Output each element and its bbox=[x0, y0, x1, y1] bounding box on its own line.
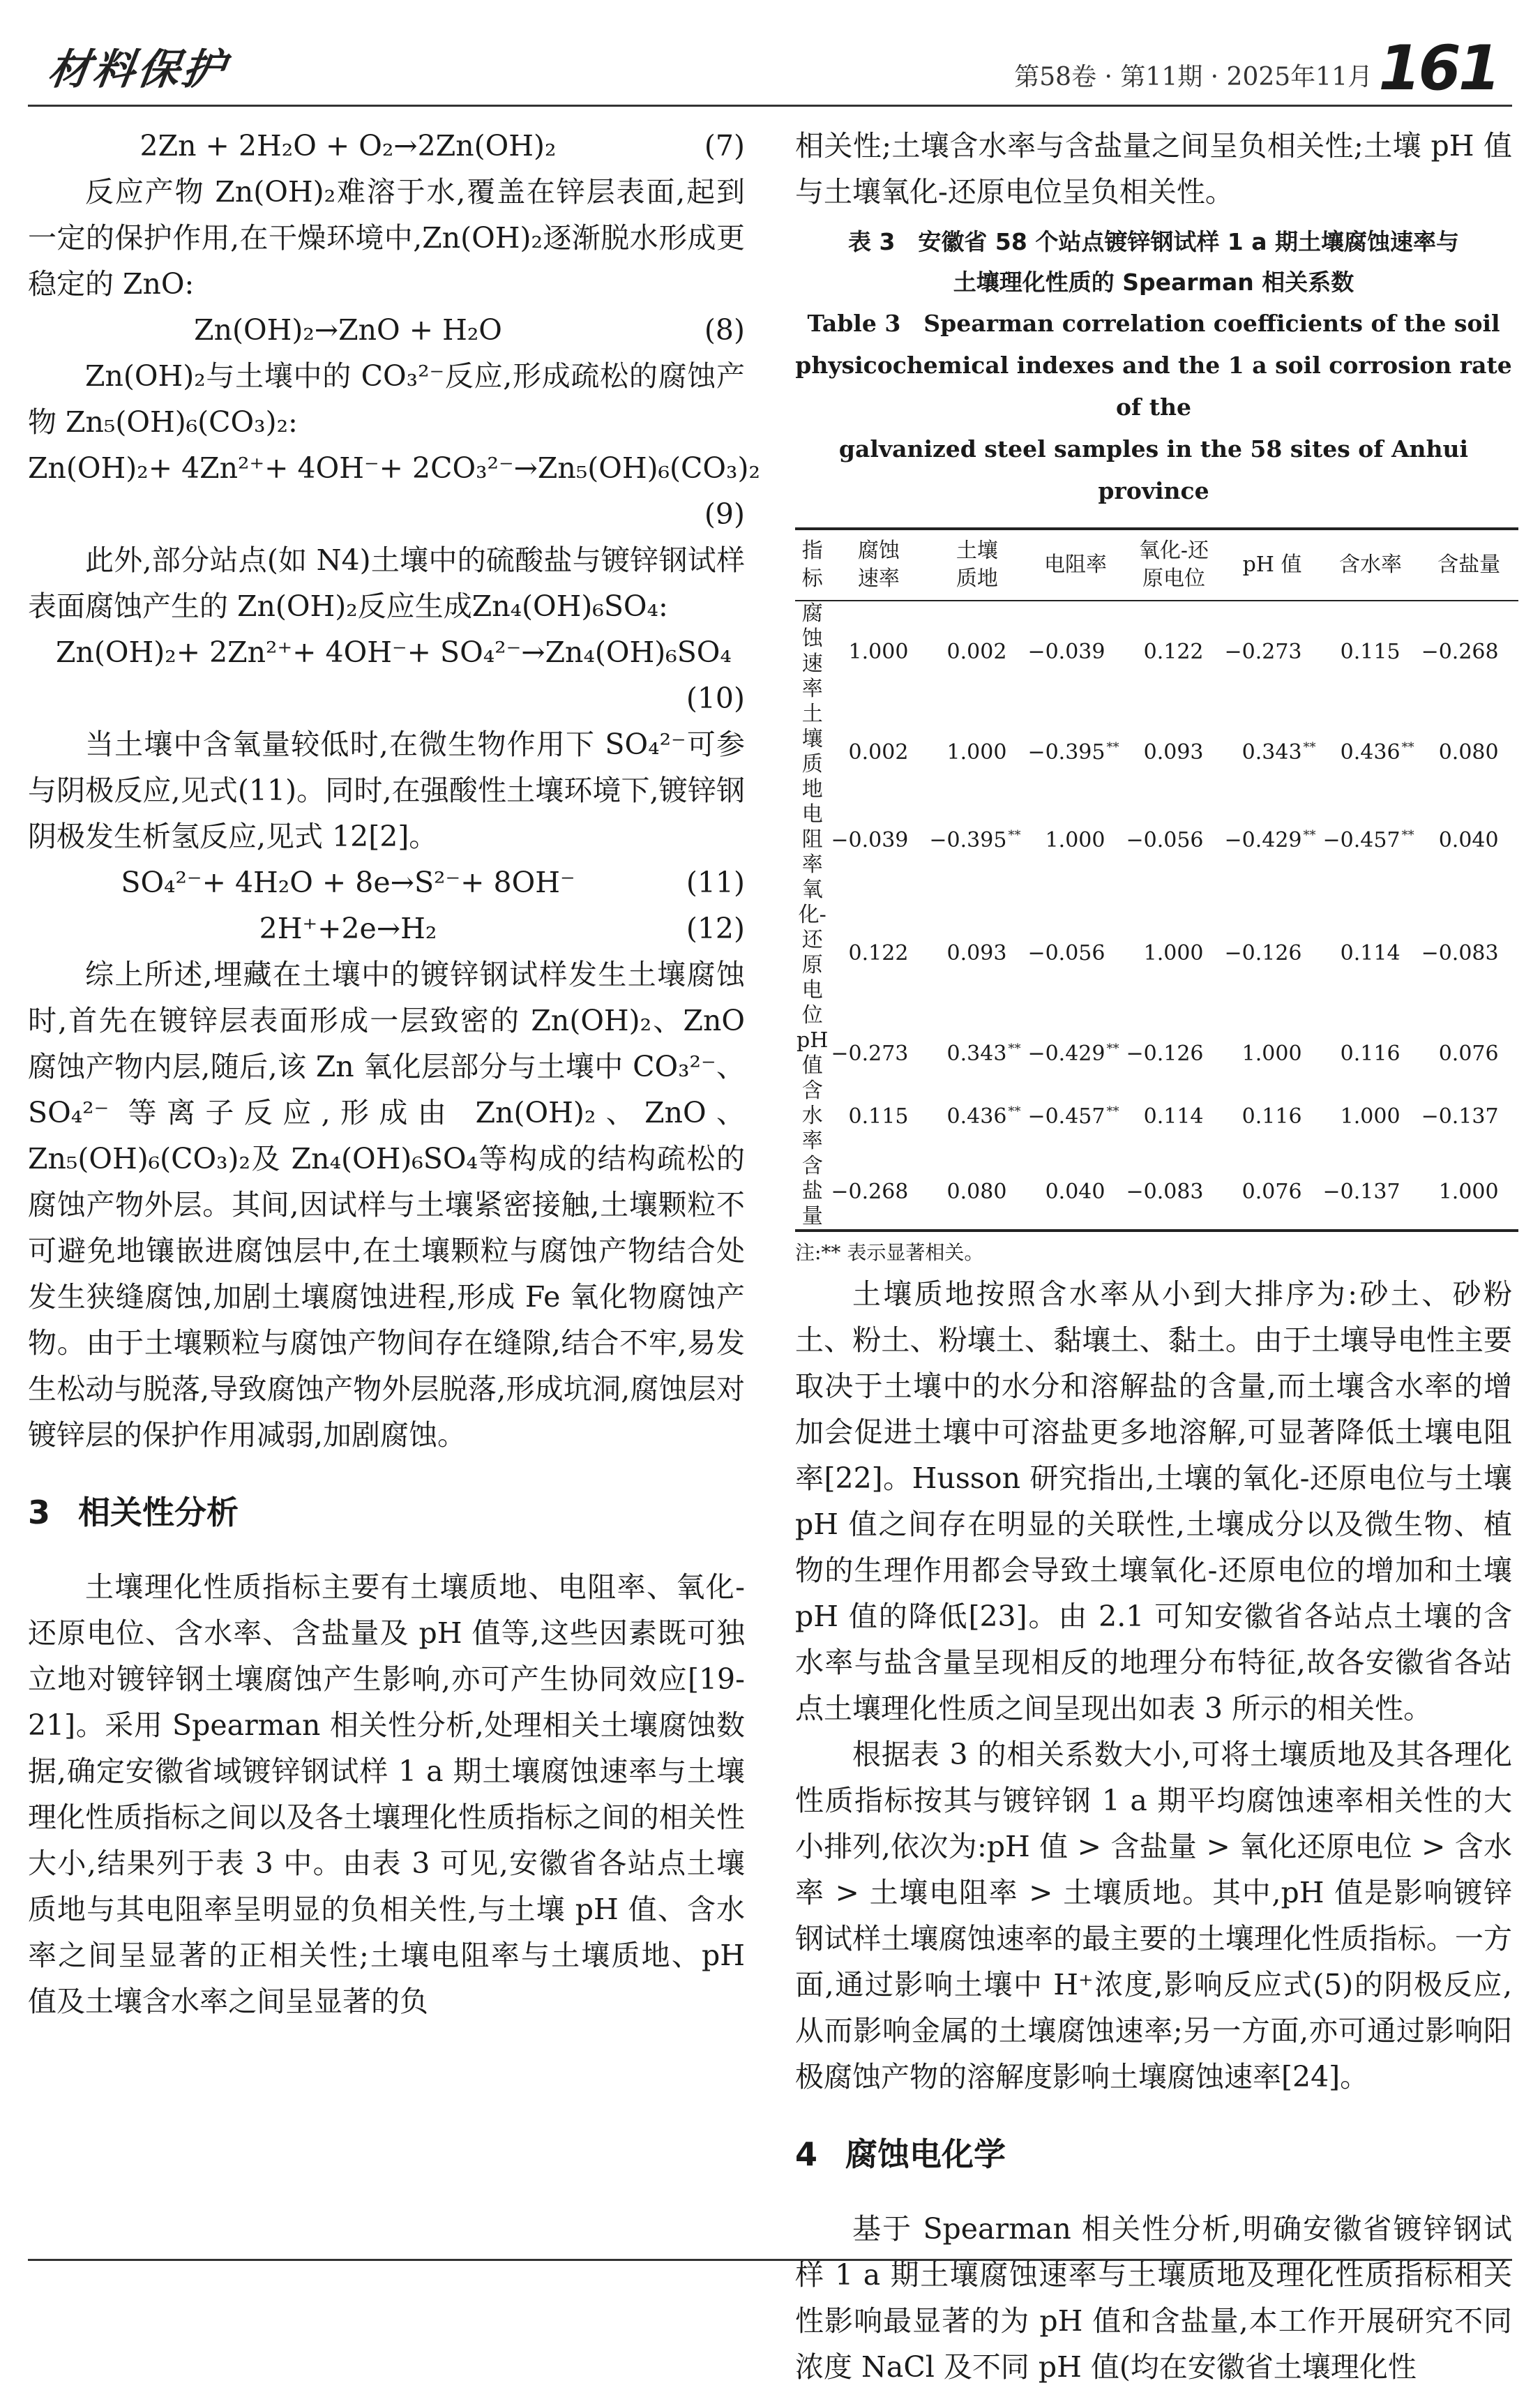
cell-value: 1.000 bbox=[1241, 1041, 1302, 1066]
table-header-cell: 含盐量 bbox=[1437, 553, 1501, 577]
caption-line: physicochemical indexes and the 1 a soil corrosion rate of the bbox=[795, 352, 1512, 421]
row-label: 氧化-还原电位 bbox=[798, 878, 826, 1028]
equation-expr: 2Zn + 2H₂O + O₂→2Zn(OH)₂ bbox=[139, 129, 557, 163]
paragraph: 土壤质地按照含水率从小到大排序为:砂土、砂粉土、粉土、粉壤土、黏壤土、黏土。由于土壤导电性主要取决于土壤中的水分和溶解盐的含量,而土壤含水率的增加会促进土壤中可溶盐更多地溶解,可显著降低土壤电阻率[22]。Husson 研究指出,土壤的氧化-还原电位与土壤 pH 值之间存在明显的关联性,土壤成分以及微生物、植物的生理作用都会导致土壤氧化-还原电位的增加和土壤 pH 值的降低[23]。由 2.1 可知安徽省各站点土壤的含水率与盐含量呈现相反的地理分布特征,故各安徽省各站点土壤理化性质之间呈现出如表 3 所示的相关性。 bbox=[795, 1277, 1512, 1725]
page-header bbox=[28, 28, 1512, 105]
cell-value: 0.076 bbox=[1438, 1041, 1499, 1066]
section-title: 腐蚀电化学 bbox=[845, 2135, 1006, 2173]
table-cell bbox=[928, 878, 1026, 1028]
significance-mark: ** bbox=[1401, 739, 1414, 755]
cell-value: −0.395 bbox=[929, 827, 1007, 852]
row-label: pH 值 bbox=[797, 1028, 829, 1078]
cell-value: 1.000 bbox=[946, 739, 1007, 765]
equation-expr: Zn(OH)₂→ZnO + H₂O bbox=[194, 313, 502, 347]
cell-value: −0.126 bbox=[1126, 1041, 1204, 1066]
paragraph: 根据表 3 的相关系数大小,可将土壤质地及其各理化性质指标按其与镀锌钢 1 a 期平均腐蚀速率相关性的大小排列,依次为:pH 值 > 含盐量 > 氧化还原电位 > 含水率 > 土壤电阻率 > 土壤质地。其中,pH 值是影响镀锌钢试样土壤腐蚀速率的最主要的土壤理化性质指标。一方面,通过影响土壤中 H⁺浓度,影响反应式(5)的阴极反应,从而影响金属的土壤腐蚀速率;另一方面,亦可通过影响阳极腐蚀产物的溶解度影响土壤腐蚀速率[24]。 bbox=[795, 1738, 1512, 2094]
table-cell bbox=[1026, 601, 1124, 702]
table-cell bbox=[829, 878, 928, 1028]
equation-number: (10) bbox=[686, 682, 745, 715]
cell-value: 0.114 bbox=[1340, 940, 1401, 965]
cell-value: −0.083 bbox=[1126, 1179, 1204, 1204]
table-row bbox=[795, 1078, 1518, 1154]
equation-number: (8) bbox=[704, 313, 745, 347]
table-cell bbox=[1322, 1078, 1420, 1154]
cell-value: −0.268 bbox=[831, 1179, 909, 1204]
equation-number: (12) bbox=[686, 912, 745, 945]
significance-mark: ** bbox=[1303, 827, 1316, 843]
table-cell bbox=[829, 1028, 928, 1078]
cell-value: 1.000 bbox=[1045, 827, 1105, 852]
table-cell bbox=[829, 601, 928, 702]
table-cell bbox=[1026, 1154, 1124, 1231]
paragraph: 当土壤中含氧量较低时,在微生物作用下 SO₄²⁻可参与阴极反应,见式(11)。同时,在强酸性土壤环境下,镀锌钢阴极发生析氢反应,见式 12[2]。 bbox=[28, 728, 745, 853]
equation-number: (11) bbox=[686, 866, 745, 899]
table-cell bbox=[1026, 1028, 1124, 1078]
cell-value: −0.056 bbox=[1126, 827, 1204, 852]
table-header-cell: 氧化-还 原电位 bbox=[1138, 539, 1209, 591]
table-cell bbox=[1322, 802, 1420, 878]
issue-info: 第58卷 · 第11期 · 2025年11月 bbox=[1014, 63, 1373, 91]
equation-11 bbox=[28, 859, 745, 905]
table-header-cell: pH 值 bbox=[1242, 553, 1302, 577]
equation-number: (9) bbox=[704, 497, 745, 531]
table-cell bbox=[1026, 878, 1124, 1028]
cell-value: 1.000 bbox=[1143, 940, 1204, 965]
table-cell bbox=[1124, 878, 1223, 1028]
table-cell bbox=[1322, 878, 1420, 1028]
left-column bbox=[28, 123, 760, 2024]
header-rule bbox=[28, 105, 1512, 107]
table-cell bbox=[1420, 1028, 1518, 1078]
paragraph: 基于 Spearman 相关性分析,明确安徽省镀锌钢试样 1 a 期土壤腐蚀速率与土壤质地及理化性质指标相关性影响最显著的为 pH 值和含盐量,本工作开展研究不同浓度 NaCl 及不同 pH 值(均在安徽省土壤理化性 bbox=[795, 2212, 1512, 2384]
table-row bbox=[795, 1154, 1518, 1231]
section-heading bbox=[28, 1491, 745, 1533]
cell-value: −0.273 bbox=[831, 1041, 909, 1066]
table-header-row bbox=[795, 529, 1518, 601]
equation-7 bbox=[28, 123, 745, 169]
cell-value: −0.126 bbox=[1224, 940, 1302, 965]
significance-mark: ** bbox=[1008, 827, 1021, 843]
table-cell bbox=[1124, 1154, 1223, 1231]
cell-value: 0.343 bbox=[946, 1041, 1007, 1066]
table-cell bbox=[1420, 702, 1518, 802]
table-body bbox=[795, 601, 1518, 1231]
table-cell bbox=[1026, 1078, 1124, 1154]
table-header-cell: 指标 bbox=[801, 539, 823, 591]
cell-value: −0.039 bbox=[1027, 639, 1105, 664]
significance-mark: ** bbox=[1106, 1104, 1119, 1119]
paragraph: 相关性;土壤含水率与含盐量之间呈负相关性;土壤 pH 值与土壤氧化-还原电位呈负相关性。 bbox=[795, 129, 1512, 209]
equation-8 bbox=[28, 307, 745, 353]
row-label: 土壤质地 bbox=[801, 702, 823, 802]
cell-value: 0.076 bbox=[1241, 1179, 1302, 1204]
cell-value: −0.056 bbox=[1027, 940, 1105, 965]
significance-mark: ** bbox=[1106, 1041, 1119, 1056]
table-cell bbox=[1223, 601, 1322, 702]
table-cell bbox=[928, 1154, 1026, 1231]
section-number: 4 bbox=[795, 2135, 818, 2173]
equation-number: (7) bbox=[704, 129, 745, 163]
caption-line: Table 3 Spearman correlation coefficients of the soil bbox=[807, 310, 1500, 337]
table-cell bbox=[1124, 1028, 1223, 1078]
cell-value: 0.436 bbox=[946, 1104, 1007, 1129]
table-cell bbox=[1420, 878, 1518, 1028]
table-cell bbox=[928, 601, 1026, 702]
paragraph: 反应产物 Zn(OH)₂难溶于水,覆盖在锌层表面,起到一定的保护作用,在干燥环境中,Zn(OH)₂逐渐脱水形成更稳定的 ZnO: bbox=[28, 175, 745, 301]
cell-value: 0.040 bbox=[1438, 827, 1499, 852]
table-header-cell: 含水率 bbox=[1339, 553, 1403, 577]
section-title: 相关性分析 bbox=[78, 1494, 239, 1531]
cell-value: 1.000 bbox=[1340, 1104, 1401, 1129]
significance-mark: ** bbox=[1008, 1104, 1021, 1119]
table-row bbox=[795, 702, 1518, 802]
table-cell bbox=[928, 702, 1026, 802]
cell-value: 0.343 bbox=[1241, 739, 1302, 765]
table-cell bbox=[829, 802, 928, 878]
cell-value: 0.002 bbox=[946, 639, 1007, 664]
table-header-cell: 腐蚀 速率 bbox=[857, 539, 900, 591]
table-caption-en bbox=[795, 303, 1512, 512]
table-cell bbox=[1124, 601, 1223, 702]
table-header-cell: 电阻率 bbox=[1043, 553, 1107, 577]
equation-12 bbox=[28, 905, 745, 952]
table-row bbox=[795, 802, 1518, 878]
cell-value: 0.080 bbox=[1438, 739, 1499, 765]
journal-logo: 材料保护 bbox=[45, 45, 231, 94]
table-cell bbox=[1322, 1028, 1420, 1078]
table-cell bbox=[1124, 802, 1223, 878]
cell-value: −0.429 bbox=[1224, 827, 1302, 852]
footer-rule bbox=[28, 2259, 1512, 2261]
table-cell bbox=[928, 1078, 1026, 1154]
cell-value: −0.137 bbox=[1322, 1179, 1401, 1204]
equation-10 bbox=[28, 629, 745, 675]
cell-value: 0.122 bbox=[848, 940, 909, 965]
table-cell bbox=[1026, 802, 1124, 878]
section-heading bbox=[795, 2133, 1512, 2175]
table-cell bbox=[1223, 878, 1322, 1028]
table-cell bbox=[1322, 1154, 1420, 1231]
cell-value: −0.083 bbox=[1421, 940, 1499, 965]
significance-mark: ** bbox=[1008, 1041, 1021, 1056]
cell-value: 0.115 bbox=[1340, 639, 1401, 664]
table-cell bbox=[1223, 1154, 1322, 1231]
equation-expr: Zn(OH)₂+ 4Zn²⁺+ 4OH⁻+ 2CO₃²⁻→Zn₅(OH)₆(CO₃)₂ bbox=[28, 451, 760, 485]
cell-value: −0.268 bbox=[1421, 639, 1499, 664]
paragraph: 土壤理化性质指标主要有土壤质地、电阻率、氧化-还原电位、含水率、含盐量及 pH 值等,这些因素既可独立地对镀锌钢土壤腐蚀产生影响,亦可产生协同效应[19-21]。采用 Spearman 相关性分析,处理相关土壤腐蚀数据,确定安徽省域镀锌钢试样 1 a 期土壤腐蚀速率与土壤理化性质指标之间以及各土壤理化性质指标之间的相关性大小,结果列于表 3 中。由表 3 可见,安徽省各站点土壤质地与其电阻率呈明显的负相关性,与土壤 pH 值、含水率之间呈显著的正相关性;土壤电阻率与土壤质地、pH 值及土壤含水率之间呈显著的负 bbox=[28, 1570, 745, 2018]
cell-value: 0.002 bbox=[848, 739, 909, 765]
caption-line: 土壤理化性质的 Spearman 相关系数 bbox=[953, 269, 1354, 296]
table-cell bbox=[1124, 1078, 1223, 1154]
paragraph: 综上所述,埋藏在土壤中的镀锌钢试样发生土壤腐蚀时,首先在镀锌层表面形成一层致密的 Zn(OH)₂、ZnO 腐蚀产物内层,随后,该 Zn 氧化层部分与土壤中 CO₃²⁻、SO₄²⁻ 等离子反应,形成由 Zn(OH)₂、ZnO、Zn₅(OH)₆(CO₃)₂及 Zn₄(OH)₆SO₄等构成的结构疏松的腐蚀产物外层。其间,因试样与土壤紧密接触,土壤颗粒不可避免地镶嵌进腐蚀层中,在土壤颗粒与腐蚀产物结合处发生狭缝腐蚀,加剧土壤腐蚀进程,形成 Fe 氧化物腐蚀产物。由于土壤颗粒与腐蚀产物间存在缝隙,结合不牢,易发生松动与脱落,导致腐蚀产物外层脱落,形成坑洞,腐蚀层对镀锌层的保护作用减弱,加剧腐蚀。 bbox=[28, 958, 745, 1452]
cell-value: −0.039 bbox=[831, 827, 909, 852]
table-cell bbox=[1420, 1154, 1518, 1231]
table-cell bbox=[1026, 702, 1124, 802]
equation-expr: Zn(OH)₂+ 2Zn²⁺+ 4OH⁻+ SO₄²⁻→Zn₄(OH)₆SO₄ bbox=[56, 636, 732, 669]
equation-expr: 2H⁺+2e→H₂ bbox=[259, 912, 437, 945]
table-cell bbox=[1420, 1078, 1518, 1154]
cell-value: −0.429 bbox=[1027, 1041, 1105, 1066]
cell-value: 0.040 bbox=[1045, 1179, 1105, 1204]
cell-value: −0.273 bbox=[1224, 639, 1302, 664]
cell-value: −0.457 bbox=[1322, 827, 1401, 852]
row-label: 含盐量 bbox=[801, 1154, 823, 1228]
cell-value: −0.457 bbox=[1027, 1104, 1105, 1129]
caption-line: galvanized steel samples in the 58 sites of Anhui province bbox=[838, 435, 1469, 504]
table-cell bbox=[1124, 702, 1223, 802]
caption-line: 表 3 安徽省 58 个站点镀锌钢试样 1 a 期土壤腐蚀速率与 bbox=[847, 228, 1460, 255]
significance-mark: ** bbox=[1401, 827, 1414, 843]
table-note: 注:** 表示显著相关。 bbox=[795, 1241, 984, 1264]
table-cell bbox=[1322, 702, 1420, 802]
cell-value: 1.000 bbox=[1438, 1179, 1499, 1204]
cell-value: 0.114 bbox=[1143, 1104, 1204, 1129]
equation-9 bbox=[28, 445, 760, 491]
equation-expr: SO₄²⁻+ 4H₂O + 8e→S²⁻+ 8OH⁻ bbox=[121, 866, 575, 899]
table-cell bbox=[1223, 1028, 1322, 1078]
table-caption-cn bbox=[795, 222, 1512, 303]
paragraph: 此外,部分站点(如 N4)土壤中的硫酸盐与镀锌钢试样表面腐蚀产生的 Zn(OH)₂反应生成Zn₄(OH)₆SO₄: bbox=[28, 543, 745, 623]
table-cell bbox=[1420, 601, 1518, 702]
cell-value: 0.436 bbox=[1340, 739, 1401, 765]
significance-mark: ** bbox=[1303, 739, 1316, 755]
right-column bbox=[795, 123, 1512, 2390]
table-cell bbox=[1223, 702, 1322, 802]
table-header-cell: 土壤 质地 bbox=[956, 539, 998, 591]
row-label: 含水率 bbox=[801, 1078, 823, 1153]
table-cell bbox=[829, 1154, 928, 1231]
significance-mark: ** bbox=[1106, 739, 1119, 755]
table-row bbox=[795, 878, 1518, 1028]
table-cell bbox=[829, 1078, 928, 1154]
cell-value: −0.395 bbox=[1027, 739, 1105, 765]
cell-value: 0.116 bbox=[1340, 1041, 1401, 1066]
table-cell bbox=[829, 702, 928, 802]
cell-value: 0.122 bbox=[1143, 639, 1204, 664]
cell-value: −0.137 bbox=[1421, 1104, 1499, 1129]
page-number: 161 bbox=[1378, 32, 1498, 104]
row-label: 电阻率 bbox=[801, 802, 823, 877]
table-cell bbox=[1322, 601, 1420, 702]
table-cell bbox=[1420, 802, 1518, 878]
paragraph: Zn(OH)₂与土壤中的 CO₃²⁻反应,形成疏松的腐蚀产物 Zn₅(OH)₆(CO₃)₂: bbox=[28, 359, 745, 439]
table-row bbox=[795, 1028, 1518, 1078]
cell-value: 0.080 bbox=[946, 1179, 1007, 1204]
correlation-table bbox=[795, 527, 1518, 1232]
cell-value: 0.115 bbox=[848, 1104, 909, 1129]
table-cell bbox=[928, 802, 1026, 878]
cell-value: 0.093 bbox=[946, 940, 1007, 965]
table-row bbox=[795, 601, 1518, 702]
cell-value: 1.000 bbox=[848, 639, 909, 664]
cell-value: 0.093 bbox=[1143, 739, 1204, 765]
cell-value: 0.116 bbox=[1241, 1104, 1302, 1129]
table-cell bbox=[1223, 802, 1322, 878]
row-label: 腐蚀速率 bbox=[801, 601, 823, 701]
table-3 bbox=[795, 222, 1512, 1267]
section-number: 3 bbox=[28, 1494, 51, 1531]
table-cell bbox=[928, 1028, 1026, 1078]
table-cell bbox=[1223, 1078, 1322, 1154]
